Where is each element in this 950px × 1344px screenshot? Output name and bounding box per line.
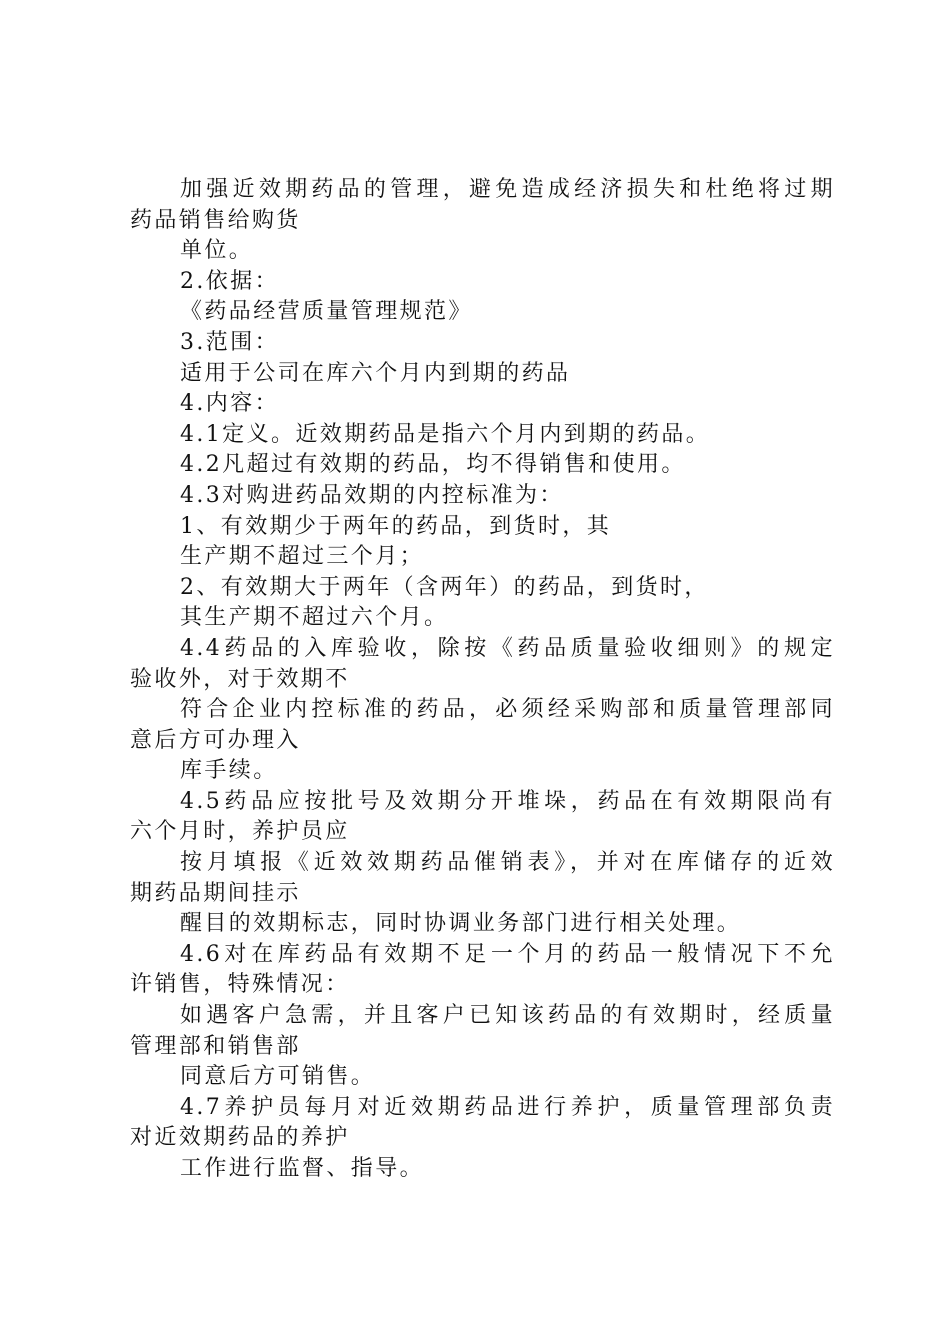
text-line: 管理部和销售部 — [130, 1033, 301, 1059]
text-line: 对近效期药品的养护 — [130, 1125, 350, 1151]
text-line: 3.范围： — [180, 329, 279, 355]
text-line: 库手续。 — [180, 758, 278, 784]
text-line: 4.6对在库药品有效期不足一个月的药品一般情况下不允 — [180, 941, 835, 967]
text-line: 其生产期不超过六个月。 — [180, 605, 449, 631]
text-line: 期药品期间挂示 — [130, 880, 301, 906]
text-line: 4.5药品应按批号及效期分开堆垛，药品在有效期限尚有 — [180, 788, 835, 814]
text-line: 4.2凡超过有效期的药品，均不得销售和使用。 — [180, 452, 686, 478]
text-line: 按月填报《近效效期药品催销表》，并对在库储存的近效 — [180, 850, 835, 876]
text-line: 验收外，对于效期不 — [130, 666, 350, 692]
text-line: 4.1定义。近效期药品是指六个月内到期的药品。 — [180, 421, 711, 447]
text-line: 2.依据： — [180, 268, 279, 294]
text-line: 同意后方可销售。 — [180, 1064, 376, 1090]
text-line: 《药品经营质量管理规范》 — [180, 299, 473, 325]
text-line: 4.3对购进药品效期的内控标准为： — [180, 482, 564, 508]
text-line: 生产期不超过三个月； — [180, 544, 425, 570]
text-line: 4.4药品的入库验收，除按《药品质量验收细则》的规定 — [180, 635, 835, 661]
text-line: 六个月时，养护员应 — [130, 819, 350, 845]
text-line: 4.内容： — [180, 391, 279, 417]
text-line: 醒目的效期标志，同时协调业务部门进行相关处理。 — [180, 911, 742, 937]
text-line: 1、有效期少于两年的药品，到货时，其 — [180, 513, 612, 539]
text-line: 加强近效期药品的管理，避免造成经济损失和杜绝将过期 — [180, 177, 835, 202]
text-line: 符合企业内控标准的药品，必须经采购部和质量管理部同 — [180, 697, 835, 723]
text-line: 4.7养护员每月对近效期药品进行养护，质量管理部负责 — [180, 1094, 835, 1120]
document-body — [130, 175, 835, 1185]
text-line: 如遇客户急需，并且客户已知该药品的有效期时，经质量 — [180, 1003, 835, 1029]
text-line: 单位。 — [180, 238, 254, 264]
text-line: 许销售，特殊情况： — [130, 972, 350, 998]
text-line: 适用于公司在库六个月内到期的药品 — [180, 360, 571, 386]
text-line: 2、有效期大于两年（含两年）的药品，到货时， — [180, 574, 709, 600]
text-line: 意后方可办理入 — [130, 727, 301, 753]
text-line: 工作进行监督、指导。 — [180, 1156, 425, 1181]
text-line: 药品销售给购货 — [130, 207, 301, 233]
